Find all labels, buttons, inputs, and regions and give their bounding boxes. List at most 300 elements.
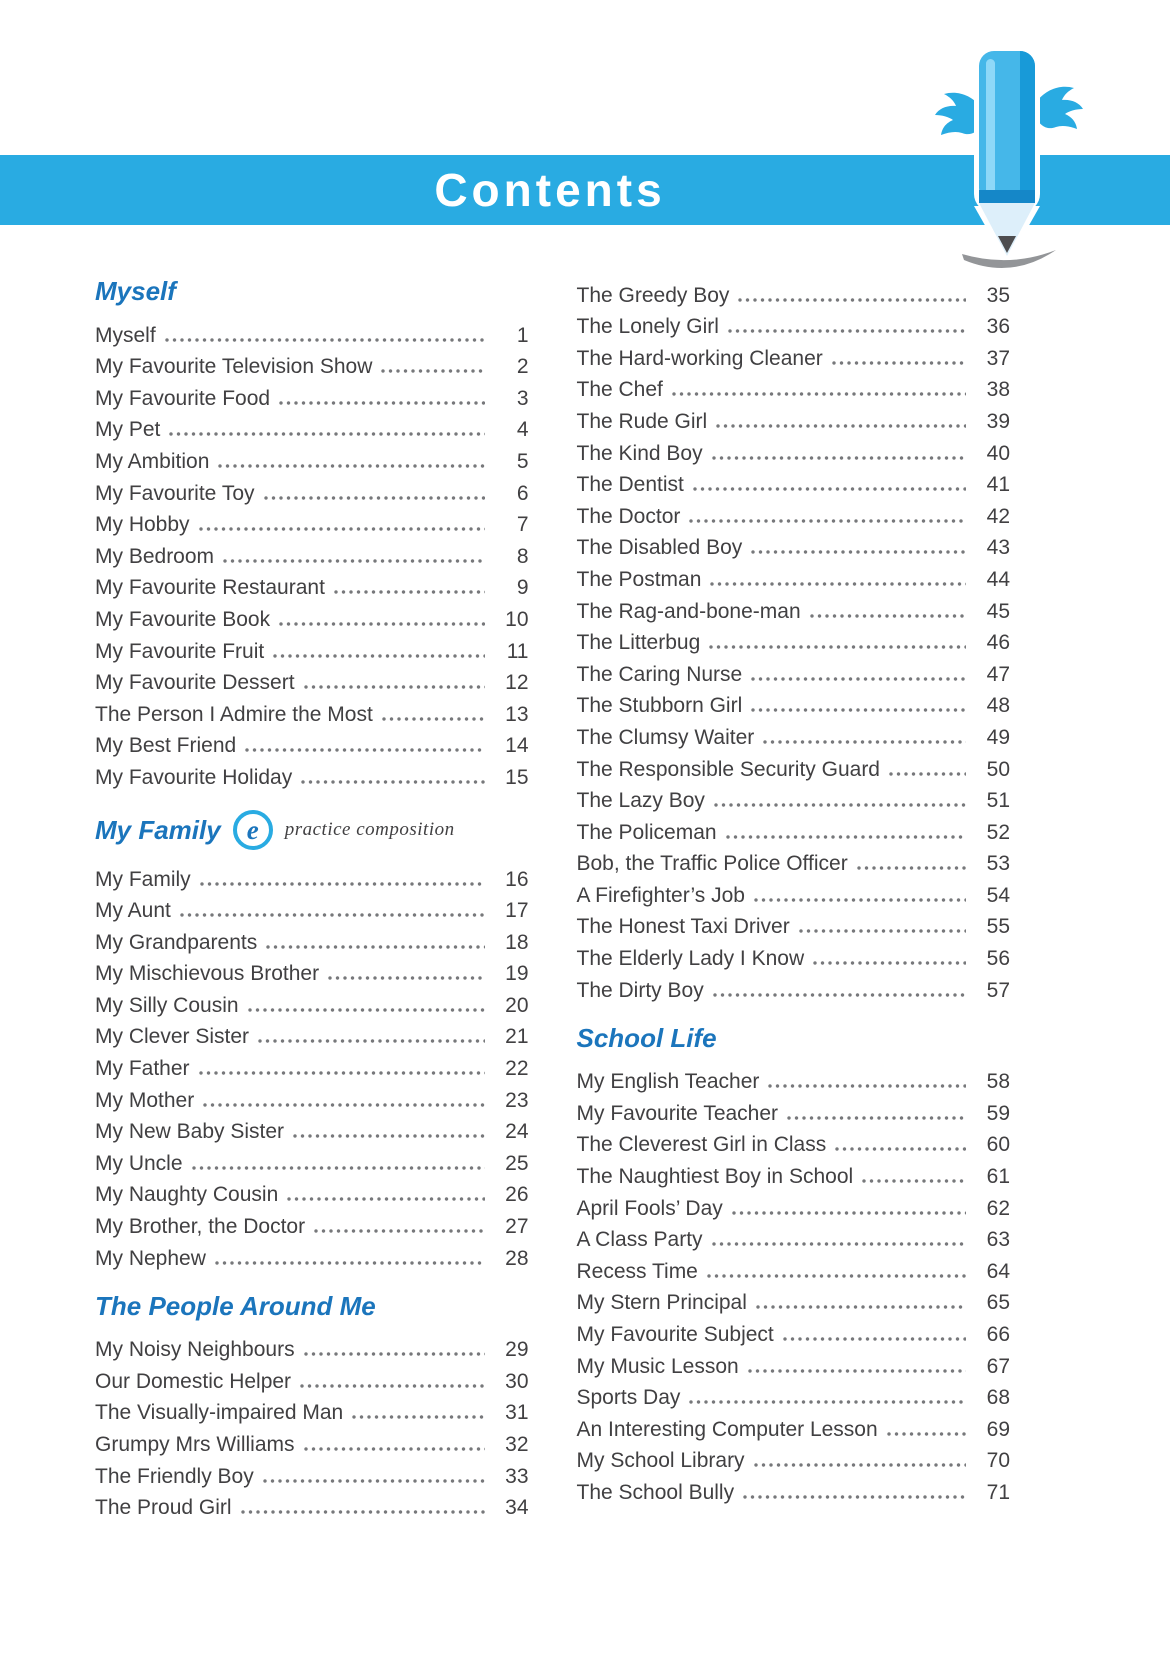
entry-page-number: 43 (986, 536, 1010, 560)
toc-entry (577, 1442, 1011, 1474)
entry-title: My Family (95, 867, 191, 891)
dotted-leader (798, 927, 966, 935)
entry-page-number: 20 (505, 993, 529, 1017)
dotted-leader (303, 1445, 485, 1453)
dotted-leader (888, 770, 966, 778)
entry-page-number: 38 (986, 378, 1010, 402)
toc-entry (577, 1252, 1011, 1284)
entry-title: A Firefighter’s Job (576, 883, 745, 907)
entry-title: My Grandparents (95, 930, 258, 954)
entry-title: My Best Friend (95, 734, 237, 758)
dotted-leader (750, 675, 966, 683)
entry-title: My Favourite Dessert (95, 671, 295, 695)
entry-page-number: 10 (505, 607, 529, 631)
entry-page-number: 32 (505, 1433, 529, 1456)
toc-entry (577, 908, 1011, 940)
entry-title: April Fools’ Day (576, 1196, 723, 1220)
dotted-leader (247, 1006, 485, 1014)
toc-entry (95, 1239, 529, 1271)
entry-page-number: 36 (986, 315, 1010, 339)
entry-page-number: 40 (986, 441, 1010, 465)
entry-title: The Doctor (576, 504, 681, 528)
toc-entry (95, 1425, 529, 1457)
toc-column-right (577, 276, 1011, 1520)
entry-page-number: 48 (986, 694, 1010, 718)
toc-entry (577, 276, 1011, 308)
entry-title: My Ambition (95, 449, 210, 473)
toc-entry (577, 845, 1011, 877)
entry-title: The Friendly Boy (95, 1464, 254, 1488)
entry-title: The Cleverest Girl in Class (576, 1133, 827, 1157)
dotted-leader (240, 1508, 485, 1516)
entry-title: My Nephew (95, 1246, 206, 1270)
toc-entry (95, 1207, 529, 1239)
toc-entry (577, 592, 1011, 624)
entry-page-number: 64 (986, 1259, 1010, 1283)
entry-page-number: 2 (516, 355, 529, 379)
dotted-leader (812, 959, 966, 967)
entry-title: My Clever Sister (95, 1025, 250, 1049)
dotted-leader (747, 1367, 966, 1375)
entry-title: The Stubborn Girl (576, 694, 743, 718)
entry-page-number: 17 (505, 899, 529, 923)
dotted-leader (750, 548, 966, 556)
entry-title: The Policeman (576, 820, 717, 844)
entry-title: My English Teacher (576, 1070, 760, 1094)
dotted-leader (217, 462, 484, 470)
entry-title: The Lonely Girl (576, 315, 719, 339)
toc-entry (95, 632, 529, 664)
toc-entry (95, 1113, 529, 1145)
entry-page-number: 42 (986, 504, 1010, 528)
toc-entry (577, 1157, 1011, 1189)
entry-title: The Lazy Boy (576, 789, 705, 813)
dotted-leader (381, 715, 485, 723)
toc-entry (95, 474, 529, 506)
entry-page-number: 23 (505, 1088, 529, 1112)
toc-entry (577, 939, 1011, 971)
dotted-leader (272, 652, 484, 660)
entry-title: The Rag-and-bone-man (576, 599, 801, 623)
toc-entry (95, 537, 529, 569)
entry-title: My Stern Principal (576, 1291, 747, 1315)
toc-entry (577, 308, 1011, 340)
toc-entry (95, 860, 529, 892)
entry-page-number: 71 (986, 1480, 1010, 1504)
entry-page-number: 30 (505, 1369, 529, 1393)
dotted-leader (198, 1069, 485, 1077)
dotted-leader (713, 801, 966, 809)
dotted-leader (300, 778, 484, 786)
entry-page-number: 39 (986, 409, 1010, 433)
entry-title: The Person I Admire the Most (95, 702, 373, 726)
dotted-leader (688, 517, 966, 525)
dotted-leader (711, 454, 966, 462)
dotted-leader (706, 1272, 966, 1280)
entry-title: My Pet (95, 418, 161, 442)
toc-entry (577, 971, 1011, 1003)
entry-page-number: 16 (505, 867, 529, 891)
dotted-leader (692, 485, 966, 493)
entry-page-number: 66 (986, 1323, 1010, 1346)
entry-title: The Caring Nurse (576, 662, 743, 686)
entry-page-number: 69 (986, 1417, 1010, 1441)
dotted-leader (199, 880, 485, 888)
entry-title: My Favourite Holiday (95, 765, 293, 789)
entry-page-number: 52 (986, 820, 1010, 844)
dotted-leader (303, 683, 485, 691)
dotted-leader (179, 911, 485, 919)
entry-page-number: 61 (986, 1165, 1010, 1189)
dotted-leader (753, 896, 966, 904)
dotted-leader (731, 1209, 966, 1217)
toc-column-left (95, 276, 529, 1520)
dotted-leader (708, 643, 966, 651)
page-title: Contents (434, 164, 666, 216)
dotted-leader (737, 296, 966, 304)
toc-entry (577, 466, 1011, 498)
entry-page-number: 60 (986, 1133, 1010, 1157)
entry-title: My Bedroom (95, 544, 215, 568)
toc-entry (95, 1081, 529, 1113)
entry-page-number: 15 (505, 765, 529, 789)
entry-title: A Class Party (576, 1228, 703, 1252)
entry-title: The Kind Boy (576, 441, 703, 465)
toc-entry (95, 758, 529, 790)
toc-entry (577, 497, 1011, 529)
dotted-leader (750, 706, 966, 714)
toc-entry (95, 923, 529, 955)
toc-entry (95, 442, 529, 474)
entry-title: The Clumsy Waiter (576, 725, 755, 749)
entry-title: Grumpy Mrs Williams (95, 1433, 295, 1456)
entry-title: My School Library (576, 1449, 745, 1473)
entry-page-number: 33 (505, 1464, 529, 1488)
toc-entry (577, 1379, 1011, 1411)
entry-title: My Mother (95, 1088, 195, 1112)
entry-title: Sports Day (576, 1386, 681, 1410)
entry-page-number: 56 (986, 947, 1010, 971)
toc-entry (95, 316, 529, 348)
entry-page-number: 21 (505, 1025, 529, 1049)
section-heading (577, 1023, 1011, 1053)
toc-entry (577, 560, 1011, 592)
dotted-leader (688, 1398, 966, 1406)
section-heading (95, 1291, 529, 1321)
entry-page-number: 34 (505, 1496, 529, 1520)
entry-title: My New Baby Sister (95, 1120, 285, 1144)
dotted-leader (831, 359, 966, 367)
entry-page-number: 49 (986, 725, 1010, 749)
dotted-leader (202, 1101, 484, 1109)
section-heading-label: Myself (95, 276, 176, 306)
toc-entry (577, 1315, 1011, 1347)
entry-title: My Favourite Fruit (95, 639, 265, 663)
dotted-leader (380, 367, 484, 375)
toc-entry (95, 379, 529, 411)
entry-title: The Litterbug (576, 631, 701, 655)
dotted-leader (286, 1195, 484, 1203)
entry-page-number: 18 (505, 930, 529, 954)
section-heading-label: My Family (95, 814, 221, 845)
dotted-leader (755, 1303, 966, 1311)
entry-page-number: 7 (516, 513, 529, 537)
dotted-leader (671, 390, 966, 398)
entry-title: The Elderly Lady I Know (576, 947, 805, 971)
entry-title: My Uncle (95, 1151, 183, 1175)
entry-title: My Favourite Food (95, 386, 271, 410)
toc-entry (95, 955, 529, 987)
dotted-leader (278, 620, 484, 628)
dotted-leader (856, 864, 966, 872)
entry-title: My Favourite Toy (95, 481, 255, 505)
entry-page-number: 68 (986, 1386, 1010, 1410)
entry-page-number: 22 (505, 1057, 529, 1081)
toc-entry (95, 986, 529, 1018)
entry-page-number: 3 (516, 386, 529, 410)
entry-title: The Dentist (576, 473, 684, 497)
entry-title: My Noisy Neighbours (95, 1338, 295, 1362)
entry-page-number: 57 (986, 978, 1010, 1002)
entry-page-number: 35 (986, 283, 1010, 307)
entry-title: The Proud Girl (95, 1496, 232, 1520)
practice-composition-label: practice composition (284, 818, 455, 840)
dotted-leader (299, 1382, 484, 1390)
section-heading (95, 810, 529, 850)
entry-title: The Rude Girl (576, 409, 708, 433)
dotted-leader (265, 943, 484, 951)
entry-page-number: 14 (505, 734, 529, 758)
toc-entry (577, 1410, 1011, 1442)
entry-title: My Brother, the Doctor (95, 1215, 306, 1239)
toc-entry (577, 1063, 1011, 1095)
dotted-leader (263, 494, 485, 502)
toc-entry (95, 1362, 529, 1394)
entry-page-number: 55 (986, 915, 1010, 939)
entry-title: Our Domestic Helper (95, 1369, 292, 1393)
entry-page-number: 41 (986, 473, 1010, 497)
dotted-leader (191, 1164, 485, 1172)
entry-title: The Chef (576, 378, 663, 402)
entry-title: My Naughty Cousin (95, 1183, 279, 1207)
entry-title: My Music Lesson (576, 1354, 739, 1378)
section-heading (95, 276, 529, 306)
entry-page-number: 8 (516, 544, 529, 568)
toc-entry (577, 1094, 1011, 1126)
toc-entry (95, 727, 529, 759)
entry-page-number: 62 (986, 1196, 1010, 1220)
entry-title: The Responsible Security Guard (576, 757, 880, 781)
toc-columns (95, 276, 1010, 1520)
entry-page-number: 37 (986, 346, 1010, 370)
entry-title: My Aunt (95, 899, 171, 923)
dotted-leader (292, 1132, 484, 1140)
toc-entry (95, 348, 529, 380)
toc-entry (577, 1126, 1011, 1158)
entry-title: The Hard-working Cleaner (576, 346, 823, 370)
toc-entry (95, 1018, 529, 1050)
entry-title: My Silly Cousin (95, 993, 239, 1017)
toc-entry (95, 1457, 529, 1489)
entry-page-number: 13 (505, 702, 529, 726)
toc-entry (577, 1347, 1011, 1379)
practice-composition-icon: e (233, 810, 273, 850)
entry-page-number: 4 (516, 418, 529, 442)
entry-page-number: 5 (516, 449, 529, 473)
toc-entry (577, 529, 1011, 561)
entry-page-number: 12 (505, 671, 529, 695)
dotted-leader (257, 1037, 484, 1045)
entry-page-number: 51 (986, 789, 1010, 813)
toc-entry (95, 1176, 529, 1208)
dotted-leader (782, 1335, 966, 1343)
dotted-leader (244, 746, 484, 754)
toc-entry (577, 655, 1011, 687)
dotted-leader (712, 991, 966, 999)
dotted-leader (303, 1350, 485, 1358)
dotted-leader (168, 430, 484, 438)
entry-title: My Favourite Television Show (95, 355, 373, 379)
entry-page-number: 65 (986, 1291, 1010, 1315)
entry-page-number: 11 (506, 639, 529, 663)
toc-entry (577, 1189, 1011, 1221)
entry-page-number: 29 (505, 1338, 529, 1362)
entry-page-number: 28 (505, 1246, 529, 1270)
entry-page-number: 70 (986, 1449, 1010, 1473)
dotted-leader (333, 588, 485, 596)
entry-title: My Favourite Subject (576, 1323, 774, 1346)
entry-title: The Visually-impaired Man (95, 1401, 344, 1425)
toc-entry (95, 1049, 529, 1081)
toc-entry (577, 402, 1011, 434)
entry-title: The Dirty Boy (576, 978, 704, 1002)
dotted-leader (834, 1145, 966, 1153)
entry-page-number: 45 (986, 599, 1010, 623)
entry-title: The Disabled Boy (576, 536, 743, 560)
entry-title: My Mischievous Brother (95, 962, 320, 986)
toc-entry (577, 782, 1011, 814)
entry-page-number: 47 (986, 662, 1010, 686)
entry-page-number: 19 (505, 962, 529, 986)
section-heading-label: The People Around Me (95, 1290, 376, 1321)
dotted-leader (327, 974, 484, 982)
dotted-leader (762, 738, 966, 746)
entry-title: Myself (95, 323, 156, 347)
entry-title: My Favourite Teacher (576, 1101, 779, 1125)
dotted-leader (351, 1413, 484, 1421)
dotted-leader (753, 1461, 966, 1469)
dotted-leader (313, 1227, 484, 1235)
entry-title: Recess Time (576, 1259, 698, 1283)
toc-entry (577, 1221, 1011, 1253)
toc-entry (95, 1331, 529, 1363)
toc-entry (577, 750, 1011, 782)
dotted-leader (861, 1177, 966, 1185)
toc-entry (95, 1489, 529, 1521)
toc-entry (95, 892, 529, 924)
entry-title: The Postman (576, 567, 702, 591)
dotted-leader (727, 327, 966, 335)
toc-entry (95, 1144, 529, 1176)
entry-page-number: 6 (516, 481, 529, 505)
dotted-leader (725, 833, 966, 841)
section-heading-label: School Life (576, 1022, 717, 1053)
entry-title: My Favourite Restaurant (95, 576, 325, 600)
entry-title: An Interesting Computer Lesson (576, 1417, 878, 1441)
dotted-leader (809, 612, 966, 620)
dotted-leader (742, 1493, 966, 1501)
entry-page-number: 50 (986, 757, 1010, 781)
dotted-leader (278, 399, 484, 407)
toc-entry (95, 506, 529, 538)
entry-page-number: 26 (505, 1183, 529, 1207)
entry-title: My Father (95, 1057, 190, 1081)
entry-title: My Favourite Book (95, 607, 271, 631)
entry-title: The School Bully (576, 1480, 735, 1504)
toc-entry (577, 1284, 1011, 1316)
toc-entry (577, 339, 1011, 371)
entry-page-number: 44 (986, 567, 1010, 591)
entry-page-number: 63 (986, 1228, 1010, 1252)
entry-title: The Honest Taxi Driver (576, 915, 790, 939)
dotted-leader (786, 1114, 966, 1122)
entry-page-number: 59 (986, 1101, 1010, 1125)
dotted-leader (214, 1259, 485, 1267)
dotted-leader (886, 1430, 966, 1438)
entry-page-number: 46 (986, 631, 1010, 655)
dotted-leader (711, 1240, 966, 1248)
toc-entry (577, 876, 1011, 908)
entry-page-number: 53 (986, 852, 1010, 876)
toc-entry (577, 434, 1011, 466)
dotted-leader (222, 557, 484, 565)
toc-entry (95, 600, 529, 632)
pencil-mascot-illustration (932, 40, 1088, 272)
dotted-leader (198, 525, 485, 533)
entry-page-number: 67 (986, 1354, 1010, 1378)
entry-page-number: 9 (516, 576, 529, 600)
entry-page-number: 54 (986, 883, 1010, 907)
toc-entry (577, 718, 1011, 750)
toc-entry (95, 569, 529, 601)
entry-title: The Greedy Boy (576, 283, 730, 307)
entry-title: My Hobby (95, 513, 190, 537)
entry-page-number: 25 (505, 1151, 529, 1175)
entry-page-number: 24 (505, 1120, 529, 1144)
entry-page-number: 58 (986, 1070, 1010, 1094)
toc-entry (577, 371, 1011, 403)
toc-entry (95, 1394, 529, 1426)
entry-title: Bob, the Traffic Police Officer (576, 852, 848, 876)
dotted-leader (715, 422, 966, 430)
toc-entry (95, 695, 529, 727)
toc-entry (577, 813, 1011, 845)
dotted-leader (262, 1477, 485, 1485)
dotted-leader (709, 580, 966, 588)
entry-page-number: 27 (505, 1215, 529, 1239)
dotted-leader (767, 1082, 966, 1090)
toc-entry (577, 624, 1011, 656)
entry-title: The Naughtiest Boy in School (576, 1165, 854, 1189)
toc-entry (577, 687, 1011, 719)
dotted-leader (164, 336, 485, 344)
pencil-icon (932, 40, 1088, 272)
toc-entry (95, 411, 529, 443)
toc-entry (95, 664, 529, 696)
entry-page-number: 1 (516, 323, 529, 347)
toc-entry (577, 1473, 1011, 1505)
entry-page-number: 31 (505, 1401, 529, 1425)
